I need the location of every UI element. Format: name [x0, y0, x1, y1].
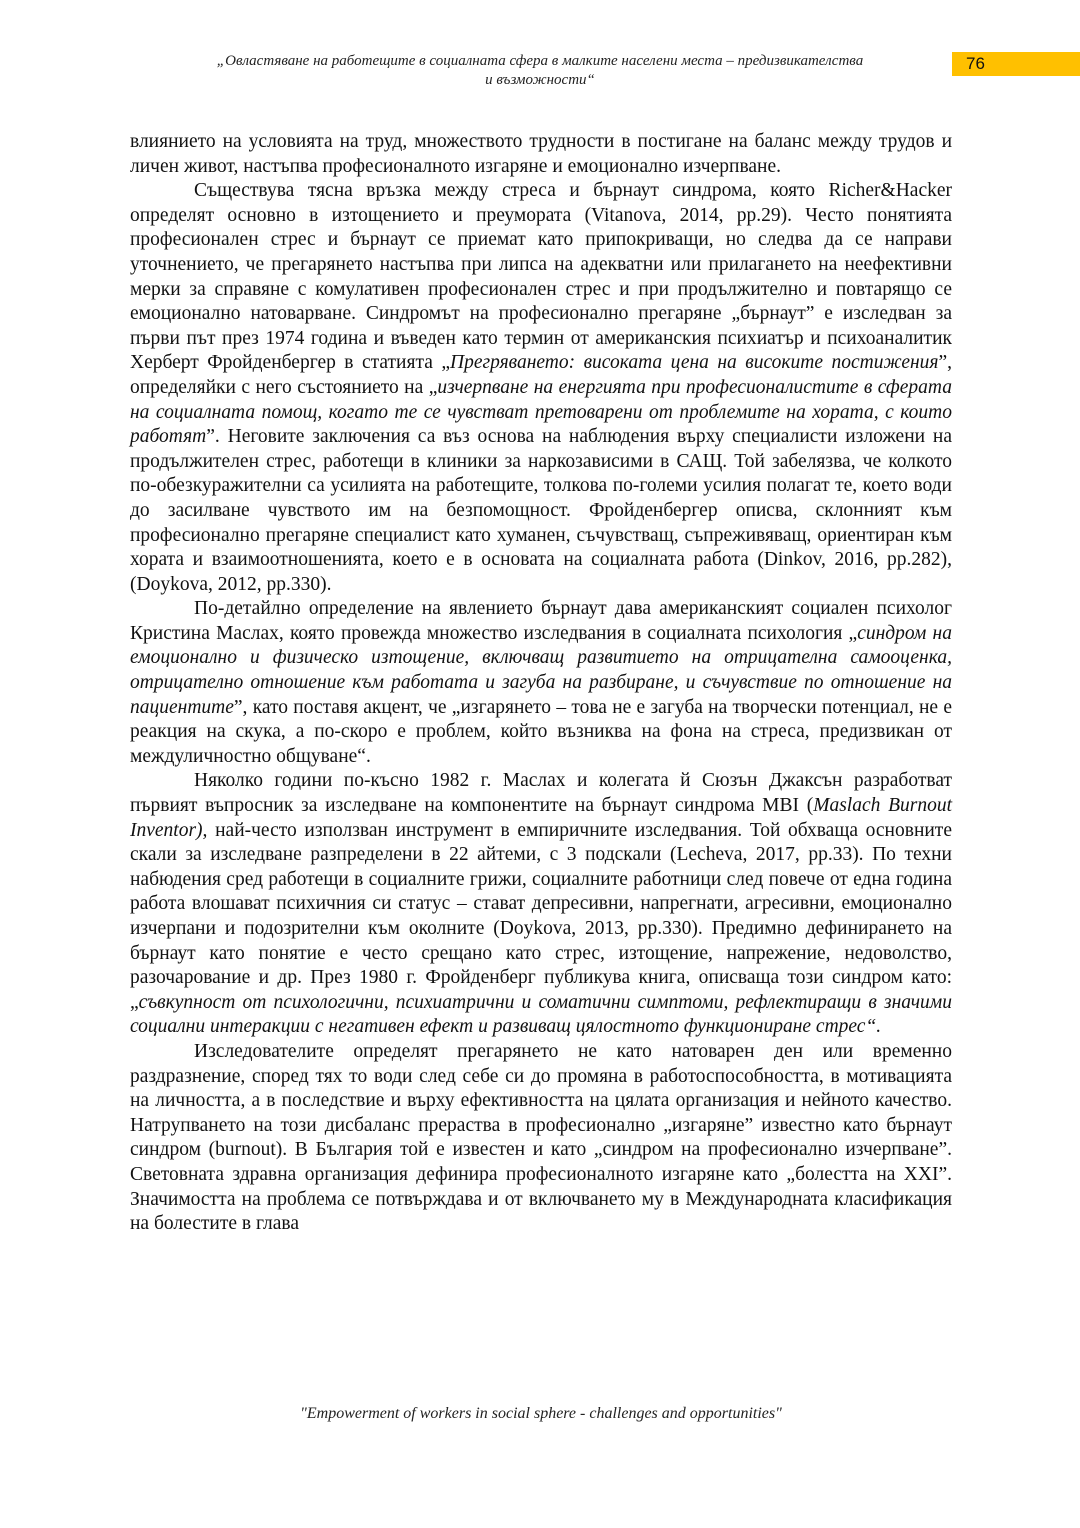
body-paragraph	[130, 769, 952, 1040]
body-paragraph	[130, 130, 952, 179]
text-run: Няколко години по-късно 1982 г. Маслах и колегата й Сюзън Джаксън разработват първият въпросник за изследване на компонентите на бърнаут синдрома MBI (	[130, 770, 952, 817]
italic-quote: съвкупност от психологични, психиатрични и соматични симптоми, рефлектиращи в значими социални интеракции с негативен ефект и развиващ цялостното функциониране стрес“.	[130, 991, 952, 1038]
text-run: най-често използван инструмент в емпиричните изследвания. Той обхваща основните скали за изследване разпределени в 22 айтеми, с 3 подскали (Lecheva, 2017, pp.33). По техни набюдения сред работещи в социалните грижи, социалните работници след повече от една година работа влошават психичния си статус – стават депресивни, напрегнати, агресивни, емоционално изчерпани и подозрителни към околните (Doykova, 2013, pp.330). Предимно дефинирането на бърнаут като понятие е често срещано като стрес, изтощение, напрежение, недоволство, разочарование и др. През 1980 г. Фройденберг публикува книга, описваща този синдром като: „	[130, 819, 952, 1013]
body-paragraph	[130, 179, 952, 597]
italic-quote: синдром на емоционално и физическо изтощение, включващ развитието на отрицателна самооценка, отрицателно отношение към работата и загуба на разбиране, и съчувствие по отношение на пациентите	[130, 622, 952, 718]
italic-quote: изчерпване на енергията при професионалистите в сферата на социалната помощ, когато те се чувстват претоварени от проблемите на хората, с които работят	[130, 376, 952, 448]
running-footer: "Empowerment of workers in social sphere - challenges and opportunities"	[300, 1405, 782, 1422]
text-run: Съществува тясна връзка между стреса и бърнаут синдрома, която Richer&Hacker определят основно в изтощението и преумората (Vitanova, 2014, pp.29). Често понятията професионален стрес и бърнаут се приемат като припокриващи, но следва да се направи уточнението, че прегарянето настъпва при липса на адекватни или прилагането на неефективни мерки за справяне с комулативен професионален стрес и при продължително и повтарящо се емоционално натоварване. Синдромът на професионално прегаряне „бърнаут” е изследван за първи път през 1974 година и въведен като термин от американския психиатър и психоаналитик Херберт Фройденбергер в статията „	[130, 180, 952, 374]
text-run: Изследователите определят прегарянето не като натоварен ден или временно раздразнение, според тях то води след себе си до промяна в работоспособността, в мотивацията на личността, а в последствие и върху ефективността на цялата организация и нейното качество. Натрупването на този дисбаланс прераства в професионално „изгаряне” известно като бърнаут синдром (burnout). В България той е известен и като „синдром на професионално изчерпване”. Световната здравна организация дефинира професионалното изгаряне като „болестта на XXI”. Значимостта на проблема се потвърждава и от включването му в Международната класификация на болестите в глава	[130, 1040, 952, 1235]
text-run: ”. Неговите заключения са въз основа на наблюдения върху специалисти изложени на продължителен стрес, работещи в клиники за наркозависими в САЩ. Той забелязва, че колкото по-обезкуражителни са усилията на работещите, толкова по-големи усилия полагат те, което води до засилване чувството им на безпомощност. Фройденбергер описва, склонният към професионално прегаряне специалист като хуманен, съчувстващ, съпреживяващ, ориентиран към хората и взаимоотношенията, което е в основата на социалната работа (Dinkov, 2016, pp.282), (Doykova, 2012, pp.330).	[130, 426, 952, 595]
italic-quote: Maslach Burnout Inventor),	[130, 795, 952, 841]
italic-quote: Прегряването: високата цена на високите постижения	[449, 352, 939, 374]
body-paragraph	[130, 597, 952, 769]
text-run: ”, като поставя акцент, че „изгарянето – това не е загуба на творчески потенциал, не е реакция на скука, а по-скоро е проблем, който възниква на фона на стреса, предизвикан от междуличностно общуване“.	[130, 696, 952, 767]
header-title-line-2: и възможности“	[485, 72, 595, 88]
header-title-line-1: „Овластяване на работещите в социалната сфера в малките населени места – предизвикателства	[216, 53, 864, 69]
text-run: влиянието на условията на труд, множеството трудности в постигане на баланс между трудов и личен живот, настъпва професионалното изгаряне и емоционално изчерпване.	[130, 131, 952, 177]
text-run: ”, определяйки с него състоянието на „	[130, 352, 952, 398]
running-header	[140, 52, 940, 90]
page-number-badge: 76	[952, 52, 1080, 76]
body-paragraph	[130, 1040, 952, 1237]
body-text	[130, 130, 952, 1237]
text-run: По-детайлно определение на явлението бърнаут дава американският социален психолог Кристина Маслах, която провежда множество изследвания в социалната психология „	[130, 598, 952, 644]
